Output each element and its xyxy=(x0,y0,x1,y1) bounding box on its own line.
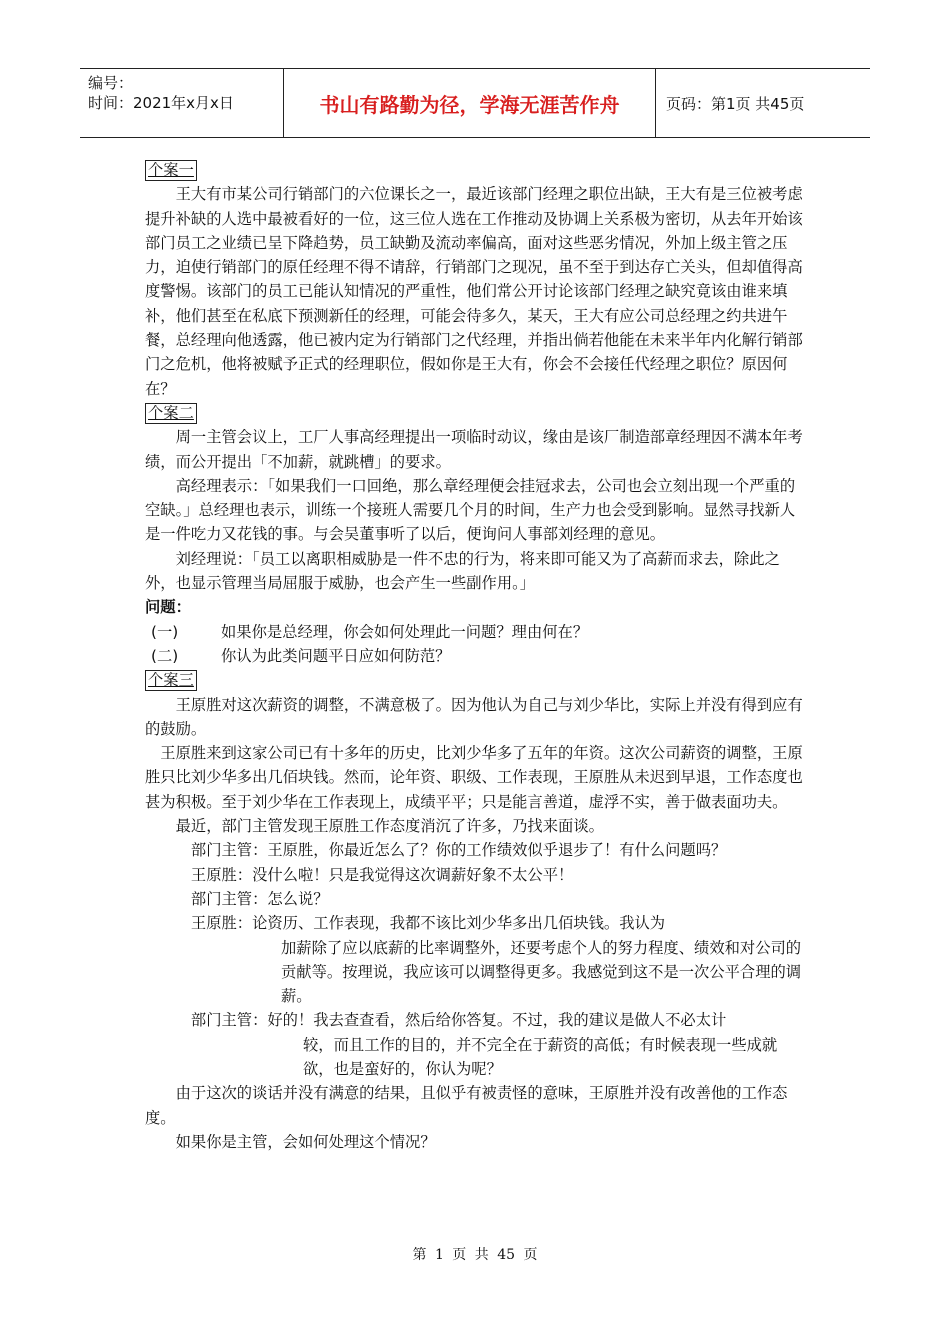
case-three-tag: 个案三 xyxy=(145,670,197,691)
case-two-paragraph-1: 周一主管会议上，工厂人事高经理提出一项临时动议，缘由是该厂制造部章经理因不满本年考绩，而公开提出「不加薪，就跳槽」的要求。 xyxy=(145,428,803,471)
question-1-text: 如果你是总经理，你会如何处理此一问题？理由何在？ xyxy=(221,622,589,641)
question-1 xyxy=(145,620,805,644)
case-one-paragraph: 王大有市某公司行销部门的六位课长之一，最近该部门经理之职位出缺，王大有是三位被考虑提升补缺的人选中最被看好的一位，这三位人选在工作推动及协调上关系极为密切，从去年开始该部门员工之业绩已呈下降趋势，员工缺勤及流动率偏高，面对这些恶劣情况，外加上级主管之压力，迫使行销部门的原任经理不得不请辞，行销部门之现况，虽不至于到达存亡关头，但却值得高度警惕。该部门的员工已能认知情况的严重性，他们常公开讨论该部门经理之缺究竟该由谁来填补，他们甚至在私底下预测新任的经理，可能会待多久，某天，王大有应公司总经理之约共进午餐，总经理向他透露，他已被内定为行销部门之代经理，并指出倘若他能在未来半年内化解行销部门之危机，他将被赋予正式的经理职位，假如你是王大有，你会不会接任代经理之职位？原因何在？ xyxy=(145,185,803,398)
page-header xyxy=(80,68,870,138)
dialogue-line-4: 王原胜：论资历、工作表现，我都不该比刘少华多出几佰块钱。我认为 xyxy=(190,914,666,933)
motto: 书山有路勤为径，学海无涯苦作舟 xyxy=(284,69,656,137)
case-three-paragraph-4: 由于这次的谈话并没有满意的结果，且似乎有被责怪的意味，王原胜并没有改善他的工作态度。 xyxy=(145,1084,788,1127)
case-two-paragraph-2: 高经理表示：「如果我们一口回绝，那么章经理便会挂冠求去，公司也会立刻出现一个严重的空缺。」总经理也表示，训练一个接班人需要几个月的时间，生产力也会受到影响。显然寻找新人是一件吃力又花钱的事。与会吴董事听了以后，便询问人事部刘经理的意见。 xyxy=(145,476,796,544)
time-label: 时间：2021年x月x日 xyxy=(88,94,234,112)
code-label: 编号： xyxy=(88,74,134,92)
question-2 xyxy=(145,644,805,668)
header-meta xyxy=(80,69,284,137)
question-2-text: 你认为此类问题平日应如何防范？ xyxy=(221,646,451,665)
case-three-paragraph-3: 最近，部门主管发现王原胜工作态度消沉了许多，乃找来面谈。 xyxy=(175,817,604,836)
case-three-question: 如果你是主管，会如何处理这个情况？ xyxy=(175,1132,436,1151)
dialogue-line-3: 部门主管：怎么说？ xyxy=(190,889,329,908)
document-body xyxy=(145,158,805,1154)
page-footer: 第 1 页 共 45 页 xyxy=(412,1247,538,1263)
dialogue-line-4-continued: 加薪除了应以底薪的比率调整外，还要考虑个人的努力程度、绩效和对公司的贡献等。按理说，我应该可以调整得更多。我感觉到这不是一次公平合理的调薪。 xyxy=(281,938,802,1006)
dialogue-line-2: 王原胜：没什么啦！只是我觉得这次调薪好象不太公平！ xyxy=(190,865,574,884)
case-three-paragraph-1: 王原胜对这次薪资的调整，不满意极了。因为他认为自己与刘少华比，实际上并没有得到应有的鼓励。 xyxy=(145,695,803,738)
dialogue-line-5-continued: 较，而且工作的目的，并不完全在于薪资的高低；有时候表现一些成就欲，也是蛮好的，你认为呢？ xyxy=(303,1035,778,1078)
case-one-tag: 个案一 xyxy=(145,160,197,181)
dialogue-line-1: 部门主管：王原胜，你最近怎么了？你的工作绩效似乎退步了！有什么问题吗？ xyxy=(190,841,727,860)
questions-title: 问题： xyxy=(145,598,191,617)
case-two-tag: 个案二 xyxy=(145,403,197,424)
case-three-paragraph-2: 王原胜来到这家公司已有十多年的历史，比刘少华多了五年的年资。这次公司薪资的调整，王原胜只比刘少华多出几佰块钱。然而，论年资、职级、工作表现，王原胜从未迟到早退，工作态度也甚为积极。至于刘少华在工作表现上，成绩平平；只是能言善道，虚浮不实，善于做表面功夫。 xyxy=(145,744,803,811)
dialogue-line-5: 部门主管：好的！我去查查看，然后给你答复。不过，我的建议是做人不必太计 xyxy=(190,1011,727,1030)
question-2-number: (二) xyxy=(151,646,179,665)
case-two-paragraph-3: 刘经理说：「员工以离职相威胁是一件不忠的行为，将来即可能又为了高薪而求去，除此之外，也显示管理当局屈服于威胁，也会产生一些副作用。」 xyxy=(145,549,780,593)
page-info: 页码：第1页 共45页 xyxy=(666,94,805,113)
question-1-number: (一) xyxy=(151,622,179,641)
